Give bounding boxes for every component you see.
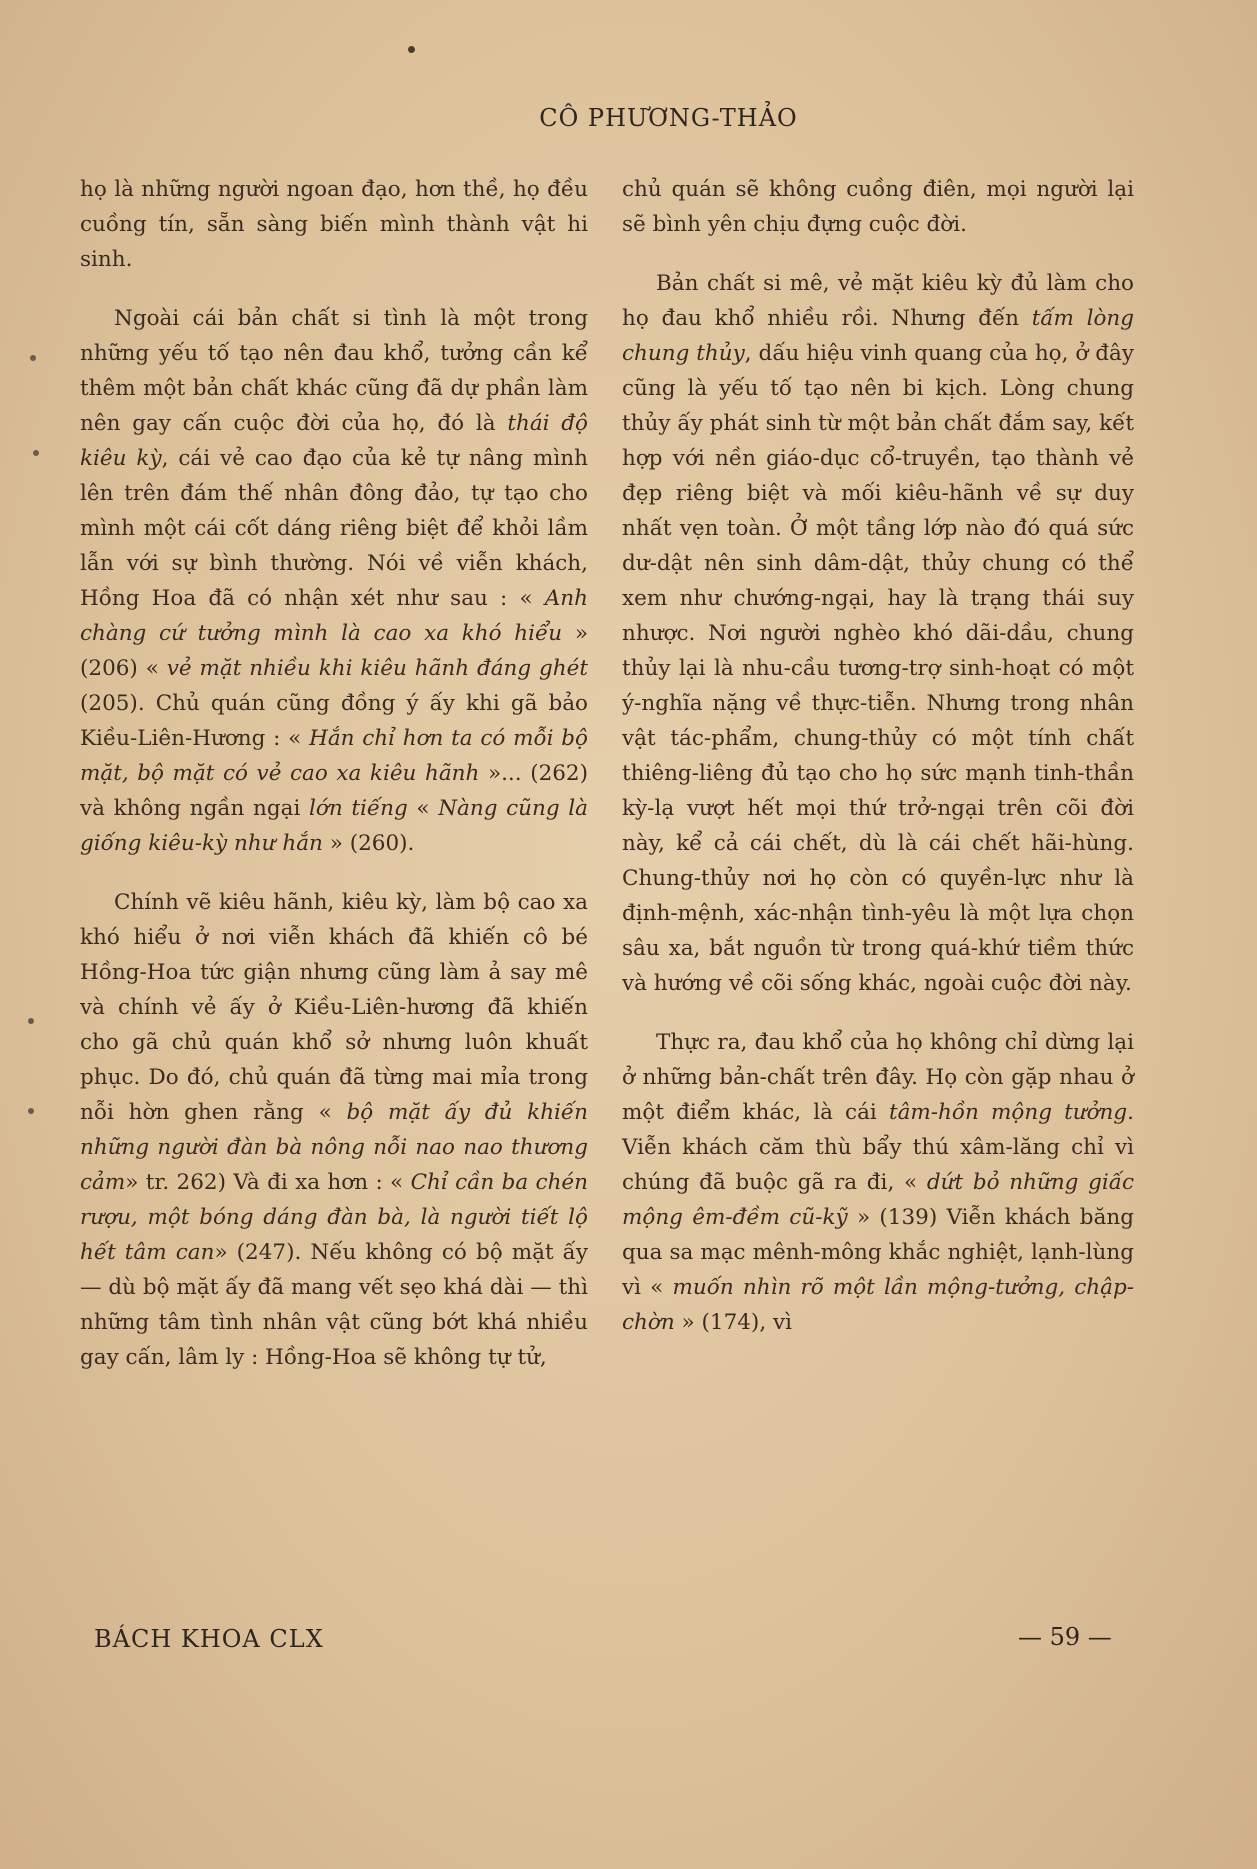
text-run: » (260). (322, 831, 415, 856)
italic-quote: Hắn chỉ hơn ta có mỗi bộ mặt, bộ mặt có vẻ cao xa kiêu hãnh (80, 726, 588, 786)
text-run: « (407, 796, 439, 821)
italic-quote: Chỉ cần ba chén rượu, một bóng dáng đàn bà, là người tiết lộ hết tâm can (80, 1170, 588, 1265)
italic-quote: lớn tiếng (309, 796, 408, 821)
margin-mark (28, 1108, 34, 1114)
text-run: » tr. 262) Và đi xa hơn : « (125, 1170, 411, 1195)
text-run: Bản chất si mê, vẻ mặt kiêu kỳ đủ làm cho họ đau khổ nhiều rồi. Nhưng đến (622, 271, 1134, 331)
text-run: chủ quán sẽ không cuồng điên, mọi người lại sẽ bình yên chịu đựng cuộc đời. (622, 177, 1134, 237)
running-header: CÔ PHƯƠNG-THẢO (539, 104, 798, 132)
text-run: . Viễn khách căm thù bẩy thú xâm-lăng chỉ vì chúng đã buộc gã ra đi, « (622, 1100, 1135, 1195)
italic-quote: Nàng cũng là giống kiêu-kỳ như hắn (80, 796, 588, 856)
italic-quote: tâm-hồn mộng tưởng (888, 1100, 1128, 1125)
text-run: » (247). Nếu không có bộ mặt ấy — dù bộ mặt ấy đã mang vết sẹo khá dài — thì những tâm tình nhân vật cũng bớt khá nhiều gay cấn, lâm ly : Hồng-Hoa sẽ không tự tử, (80, 1240, 588, 1370)
text-run: Ngoài cái bản chất si tình là một trong những yếu tố tạo nên đau khổ, tưởng cần kể thêm một bản chất khác cũng đã dự phần làm nên gay cấn cuộc đời của họ, đó là (80, 306, 588, 436)
text-run: » (206) « (80, 621, 588, 681)
margin-mark (30, 355, 36, 361)
text-run: » (139) Viễn khách băng qua sa mạc mênh-mông khắc nghiệt, lạnh-lùng vì « (622, 1205, 1134, 1300)
text-run: » (174), vì (674, 1310, 793, 1335)
text-run: , dấu hiệu vinh quang của họ, ở đây cũng là yếu tố tạo nên bi kịch. Lòng chung thủy ấy phát sinh từ một bản chất đắm say, kết hợp với nền giáo-dục cổ-truyền, tạo thành vẻ đẹp riêng biệt và mối kiêu-hãnh về sự duy nhất vẹn toàn. Ở một tầng lớp nào đó quá sức dư-dật nên sinh dâm-dật, thủy chung có thể xem như chướng-ngại, hay là trạng thái suy nhược. Nơi người nghèo khó dãi-dầu, chung thủy lại là nhu-cầu tương-trợ sinh-hoạt có một ý-nghĩa nặng về thực-tiễn. Nhưng trong nhân vật tác-phẩm, chung-thủy có một tính chất thiêng-liêng đủ tạo cho họ sức mạnh tinh-thần kỳ-lạ vượt hết mọi thứ trở-ngại trên cõi đời này, kể cả cái chết, dù là cái chết hãi-hùng. Chung-thủy nơi họ còn có quyền-lực như là định-mệnh, xác-nhận tình-yêu là một lựa chọn sâu xa, bắt nguồn từ trong quá-khứ tiềm thức và hướng về cõi sống khác, ngoài cuộc đời này. (622, 341, 1134, 996)
page-number: — 59 — (1018, 1623, 1112, 1651)
paragraph (80, 885, 588, 1375)
paragraph (80, 301, 588, 861)
text-run: họ là những người ngoan đạo, hơn thề, họ đều cuồng tín, sẵn sàng biến mình thành vật hi sinh. (80, 177, 588, 272)
text-run: »... (262) và không ngần ngại (80, 761, 589, 821)
margin-mark (33, 450, 39, 456)
journal-name: BÁCH KHOA CLX (94, 1625, 324, 1653)
italic-quote: bộ mặt ấy đủ khiến những người đàn bà nông nỗi nao nao thương cảm (80, 1100, 588, 1195)
margin-mark (28, 1018, 34, 1024)
italic-quote: tấm lòng chung thủy (622, 306, 1135, 366)
italic-quote: thái độ kiêu kỳ (80, 411, 589, 471)
text-run: (205). Chủ quán cũng đồng ý ấy khi gã bảo Kiều-Liên-Hương : « (80, 691, 588, 751)
text-run: Chính vẽ kiêu hãnh, kiêu kỳ, làm bộ cao xa khó hiểu ở nơi viễn khách đã khiến cô bé Hồng-Hoa tức giận nhưng cũng làm ả say mê và chính vẻ ấy ở Kiều-Liên-hương đã khiến cho gã chủ quán khổ sở nhưng luôn khuất phục. Do đó, chủ quán đã từng mai mỉa trong nỗi hờn ghen rằng « (80, 890, 588, 1125)
right-column (622, 172, 1134, 1340)
left-column (80, 172, 588, 1375)
paragraph (622, 172, 1134, 242)
italic-quote: muốn nhìn rõ một lần mộng-tưởng, chập-chờn (622, 1275, 1134, 1335)
paragraph (622, 1025, 1134, 1340)
italic-quote: dứt bỏ những giấc mộng êm-đềm cũ-kỹ (622, 1170, 1134, 1230)
paragraph (622, 266, 1134, 1001)
text-run: , cái vẻ cao đạo của kẻ tự nâng mình lên trên đám thế nhân đông đảo, tự tạo cho mình một cái cốt dáng riêng biệt để khỏi lầm lẫn với sự bình thường. Nói về viễn khách, Hồng Hoa đã có nhận xét như sau : « (80, 446, 588, 611)
italic-quote: Anh chàng cứ tưởng mình là cao xa khó hiểu (80, 586, 588, 646)
ink-dot (408, 46, 415, 53)
paragraph (80, 172, 588, 277)
italic-quote: vẻ mặt nhiều khi kiêu hãnh đáng ghét (166, 656, 588, 681)
text-run: Thực ra, đau khổ của họ không chỉ dừng lại ở những bản-chất trên đây. Họ còn gặp nhau ở một điểm khác, là cái (622, 1030, 1134, 1125)
